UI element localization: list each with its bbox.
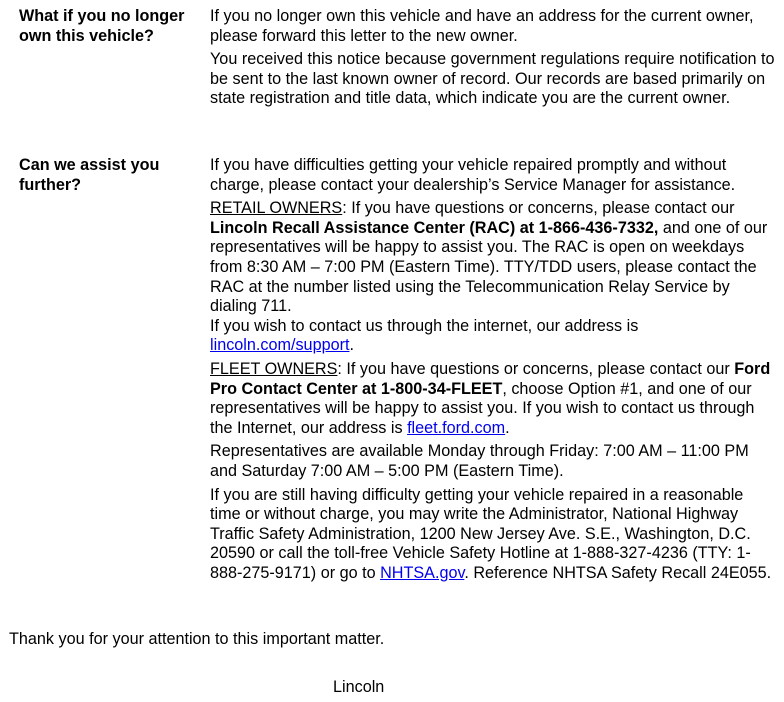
nhtsa-text: If you are still having difficulty getting your vehicle repaired in a reasonable time or without charge, you may write the Administrator, National Highway Traffic Safety Administration, 1200 New Jersey Ave. S.E., Washington, D.C. 20590 or call the toll-free Vehicle Safety Hotline at 1-888-327-4236 (TTY: 1-888-275-9171) or go to [210, 485, 751, 582]
retail-intro: : If you have questions or concerns, please contact our [342, 199, 735, 218]
rac-phone: Lincoln Recall Assistance Center (RAC) at 1-866-436-7332, [210, 218, 659, 237]
fleet-intro: : If you have questions or concerns, please contact our [337, 359, 735, 378]
fleet-phone: Ford Pro Contact Center at 1-800-34-FLEET [210, 359, 771, 398]
paragraph: If you no longer own this vehicle and have an address for the current owner, please forward this letter to the new owner. [210, 7, 754, 45]
fleet-rest: , choose Option #1, and one of our representatives will be happy to assist you. If you wish to contact us through the Internet, our address is [210, 379, 755, 437]
fleet-owners-heading: FLEET OWNERS [210, 359, 338, 378]
nhtsa-link[interactable]: NHTSA.gov [380, 563, 465, 582]
fleet-owners-paragraph [210, 360, 778, 438]
paragraph: You received this notice because government regulations require notification to be sent to the last known owner of record. Our records are based primarily on state registration and title data, which indicate you are the current owner. [210, 50, 775, 108]
hours-paragraph: Representatives are available Monday through Friday: 7:00 AM – 11:00 PM and Saturday 7:00 AM – 5:00 PM (Eastern Time). [210, 442, 749, 480]
retail-owners-heading: RETAIL OWNERS [210, 199, 343, 218]
retail-rest: and one of our representatives will be happy to assist you. The RAC is open on weekdays from 8:30 AM – 7:00 PM (Eastern Time). TTY/TDD users, please contact the RAC at the number listed using the Telecommunication Relay Service by dialing 711. [210, 218, 768, 316]
retail-internet [210, 317, 778, 356]
nhtsa-reference: . Reference NHTSA Safety Recall 24E055. [464, 563, 772, 582]
question-heading: Can we assist you further? [19, 156, 160, 194]
answer-body [210, 7, 778, 113]
retail-owners-paragraph [210, 199, 778, 317]
period: . [349, 336, 354, 355]
lincoln-support-link[interactable]: lincoln.com/support [210, 336, 350, 355]
question-heading: What if you no longer own this vehicle? [19, 7, 185, 45]
fleet-ford-link[interactable]: fleet.ford.com [407, 418, 506, 437]
answer-body [210, 156, 778, 587]
paragraph: If you have difficulties getting your vehicle repaired promptly and without charge, please contact your dealership’s Service Manager for assistance. [210, 156, 736, 194]
internet-text: If you wish to contact us through the internet, our address is [210, 316, 639, 335]
signature: Lincoln [333, 678, 385, 696]
nhtsa-paragraph [210, 486, 778, 584]
period: . [505, 418, 510, 437]
closing-line: Thank you for your attention to this important matter. [9, 630, 385, 648]
